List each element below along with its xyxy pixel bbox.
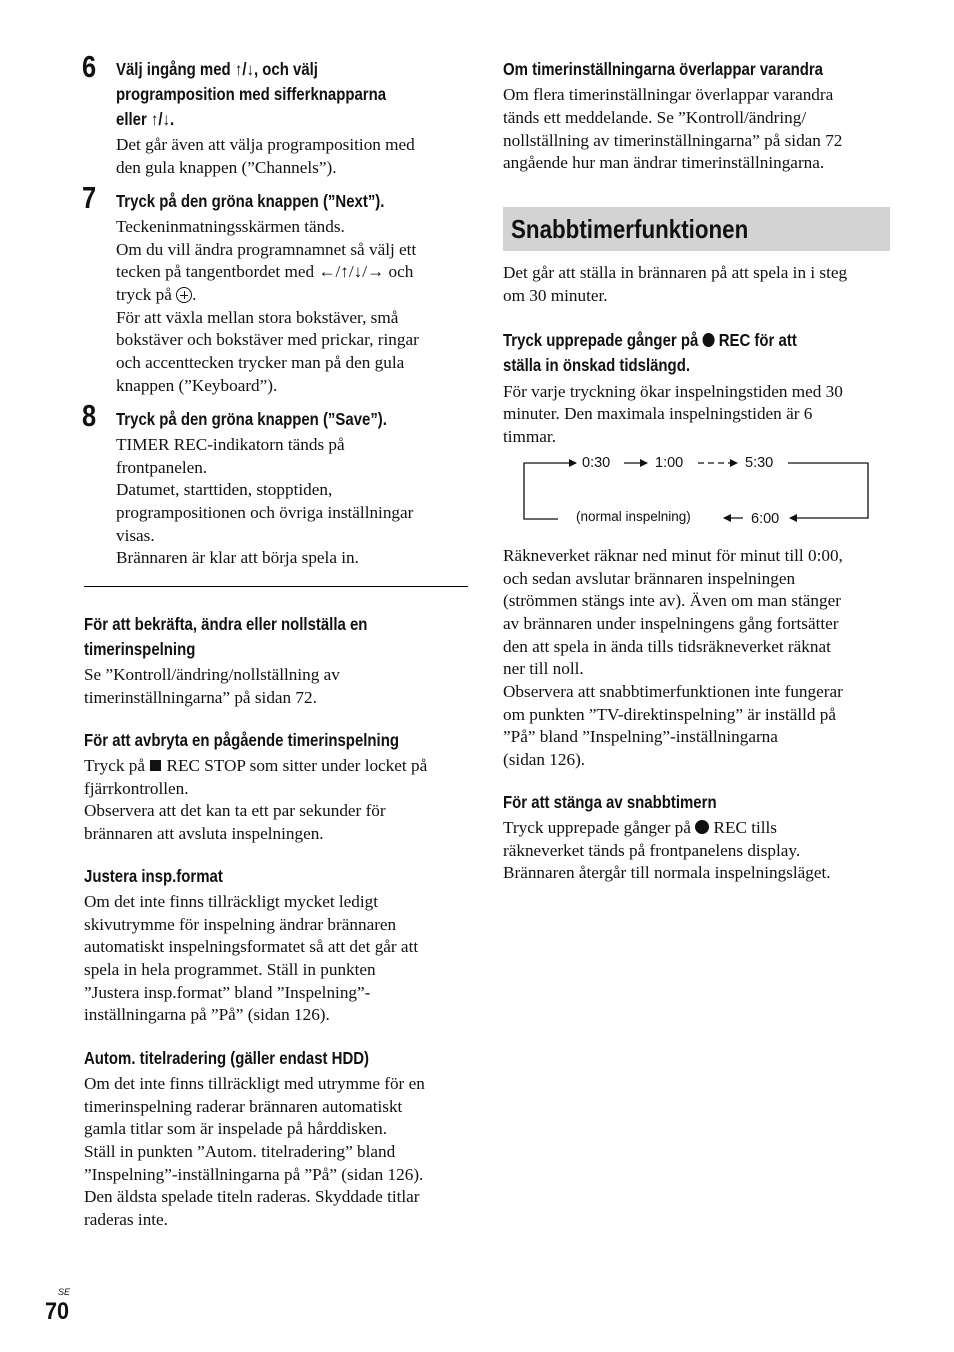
step8-body-line: Brännaren är klar att börja spela in. [116,548,359,567]
step7-body-line: och accenttecken trycker man på den gula [116,353,405,372]
instruction-press-text: Tryck upprepade gånger på [503,330,699,350]
step-number-6: 6 [82,49,97,84]
adjust-body-line: automatiskt inspelningsformatet så att det går att [84,937,419,956]
time-label-530: 5:30 [745,455,774,471]
record-circle-icon [702,333,714,347]
loop-arrow-left [524,463,576,519]
section-title: Snabbtimerfunktionen [511,214,749,244]
adjust-body-line: inställningarna på ”På” (sidan 126). [84,1005,330,1024]
step8-body-line: programpositionen och övriga inställningar [116,503,414,522]
confirm-body-line: timerinställningarna” på sidan 72. [84,688,317,707]
confirm-heading-line1: För att bekräfta, ändra eller nollställa en [84,614,368,634]
stop-square-icon [150,760,161,771]
step-number-7: 7 [82,180,97,215]
adjust-body-line: Om det inte finns tillräckligt mycket ledigt [84,892,379,911]
section-banner [503,207,890,251]
instruction-rec-text: REC för att [718,330,797,350]
instruction-heading-line1 [503,328,797,353]
instruction-heading-line2: ställa in önskad tidslängd. [503,355,690,375]
step7-heading: Tryck på den gröna knappen (”Next”). [116,191,385,211]
time-label-600: 6:00 [751,511,780,527]
loop-arrow-right [788,463,868,518]
language-code: SE [58,1287,71,1297]
step6-body-line: den gula knappen (”Channels”). [116,158,337,177]
step8-body-line: TIMER REC-indikatorn tänds på [116,435,345,454]
overlap-body-line: Om flera timerinställningar överlappar varandra [503,85,834,104]
step7-body-line: tryck på . [116,285,197,304]
step-number-8: 8 [82,398,97,433]
section-divider [84,586,468,587]
page-number: 70 [45,1298,70,1325]
instruction-body-line: timmar. [503,427,556,446]
step6-heading-line3: eller ↑/↓. [116,109,175,129]
record-circle-icon [695,820,709,834]
countdown-line: ”På” bland ”Inspelning”-inställningarna [503,727,778,746]
step7-body-line: bokstäver och bokstäver med prickar, ringar [116,330,419,349]
time-label-030: 0:30 [582,455,611,471]
adjust-body-line: spela in hela programmet. Ställ in punkten [84,960,376,979]
stop-body-line [503,817,777,840]
intro-line: om 30 minuter. [503,286,608,305]
countdown-line: Observera att snabbtimerfunktionen inte fungerar [503,682,843,701]
autodelete-body-line: Den äldsta spelade titeln raderas. Skyddade titlar [84,1187,420,1206]
countdown-line: av brännaren under inspelningens gång fortsätter [503,614,839,633]
step7-press-text: tryck på [116,285,172,304]
stop-body-line: räkneverket tänds på frontpanelens display. [503,841,801,860]
normal-recording-label: (normal inspelning) [576,509,691,524]
time-label-100: 1:00 [655,455,684,471]
cancel-rec-stop-text: REC STOP som sitter under locket på [166,756,428,775]
intro-line: Det går att ställa in brännaren på att spela in i steg [503,263,848,282]
stop-rec-text: REC tills [713,818,777,837]
step6-heading-line1: Välj ingång med ↑/↓, och välj [116,59,318,79]
cancel-body-line: brännaren att avsluta inspelningen. [84,824,324,843]
autodelete-heading: Autom. titelradering (gäller endast HDD) [84,1048,370,1068]
step8-body-line: visas. [116,526,155,545]
timer-cycle-diagram [518,452,878,528]
confirm-body-line: Se ”Kontroll/ändring/nollställning av [84,665,340,684]
countdown-line: och sedan avslutar brännaren inspelningen [503,569,796,588]
cancel-press-text: Tryck på [84,756,145,775]
countdown-line: om punkten ”TV-direktinspelning” är inställd på [503,705,837,724]
autodelete-body-line: raderas inte. [84,1210,168,1229]
cancel-body-line: Observera att det kan ta ett par sekunder för [84,801,386,820]
step8-body-line: frontpanelen. [116,458,208,477]
cancel-heading: För att avbryta en pågående timerinspelning [84,730,399,750]
countdown-line: den att spela in ända tills tidsräkneverket räknat [503,637,831,656]
overlap-heading: Om timerinställningarna överlappar varandra [503,59,824,79]
stop-heading: För att stänga av snabbtimern [503,792,717,812]
step7-body-line: Om du vill ändra programnamnet så välj ett [116,240,417,259]
step7-body-line: knappen (”Keyboard”). [116,376,278,395]
cancel-body-line: fjärrkontrollen. [84,779,189,798]
autodelete-body-line: Ställ in punkten ”Autom. titelradering” bland [84,1142,396,1161]
step7-body-line: För att växla mellan stora bokstäver, små [116,308,399,327]
stop-body-line: Brännaren återgår till normala inspelningsläget. [503,863,831,882]
autodelete-body-line: gamla titlar som är inspelade på hårddisken. [84,1119,388,1138]
step7-body-line: tecken på tangentbordet med ←/↑/↓/→ och [116,262,414,281]
overlap-body-line: tänds ett meddelande. Se ”Kontroll/ändring/ [503,108,807,127]
step8-heading: Tryck på den gröna knappen (”Save”). [116,409,387,429]
cancel-body-line [84,755,427,778]
overlap-body-line: angående hur man ändrar timerinställningarna. [503,153,825,172]
instruction-body-line: För varje tryckning ökar inspelningstiden med 30 [503,382,843,401]
confirm-heading-line2: timerinspelning [84,639,196,659]
step7-body-line: Teckeninmatningsskärmen tänds. [116,217,345,236]
countdown-line: (strömmen stängs inte av). Även om man stänger [503,591,841,610]
adjust-heading: Justera insp.format [84,866,223,886]
countdown-line: ner till noll. [503,659,584,678]
step6-body-line: Det går även att välja programposition med [116,135,415,154]
instruction-body-line: minuter. Den maximala inspelningstiden är 6 [503,404,813,423]
autodelete-body-line: Om det inte finns tillräckligt med utrymme för en [84,1074,425,1093]
overlap-body-line: nollställning av timerinställningarna” på sidan 72 [503,131,843,150]
stop-press-text: Tryck upprepade gånger på [503,818,691,837]
step6-heading-line2: programposition med sifferknapparna [116,84,387,104]
autodelete-body-line: timerinspelning raderar brännaren automatiskt [84,1097,403,1116]
countdown-line: (sidan 126). [503,750,586,769]
enter-button-icon [176,287,192,303]
adjust-body-line: ”Justera insp.format” bland ”Inspelning”- [84,983,371,1002]
adjust-body-line: skivutrymme för inspelning ändrar brännaren [84,915,397,934]
autodelete-body-line: ”Inspelning”-inställningarna på ”På” (sidan 126). [84,1165,424,1184]
step8-body-line: Datumet, starttiden, stopptiden, [116,480,333,499]
countdown-line: Räkneverket räknar ned minut för minut till 0:00, [503,546,843,565]
